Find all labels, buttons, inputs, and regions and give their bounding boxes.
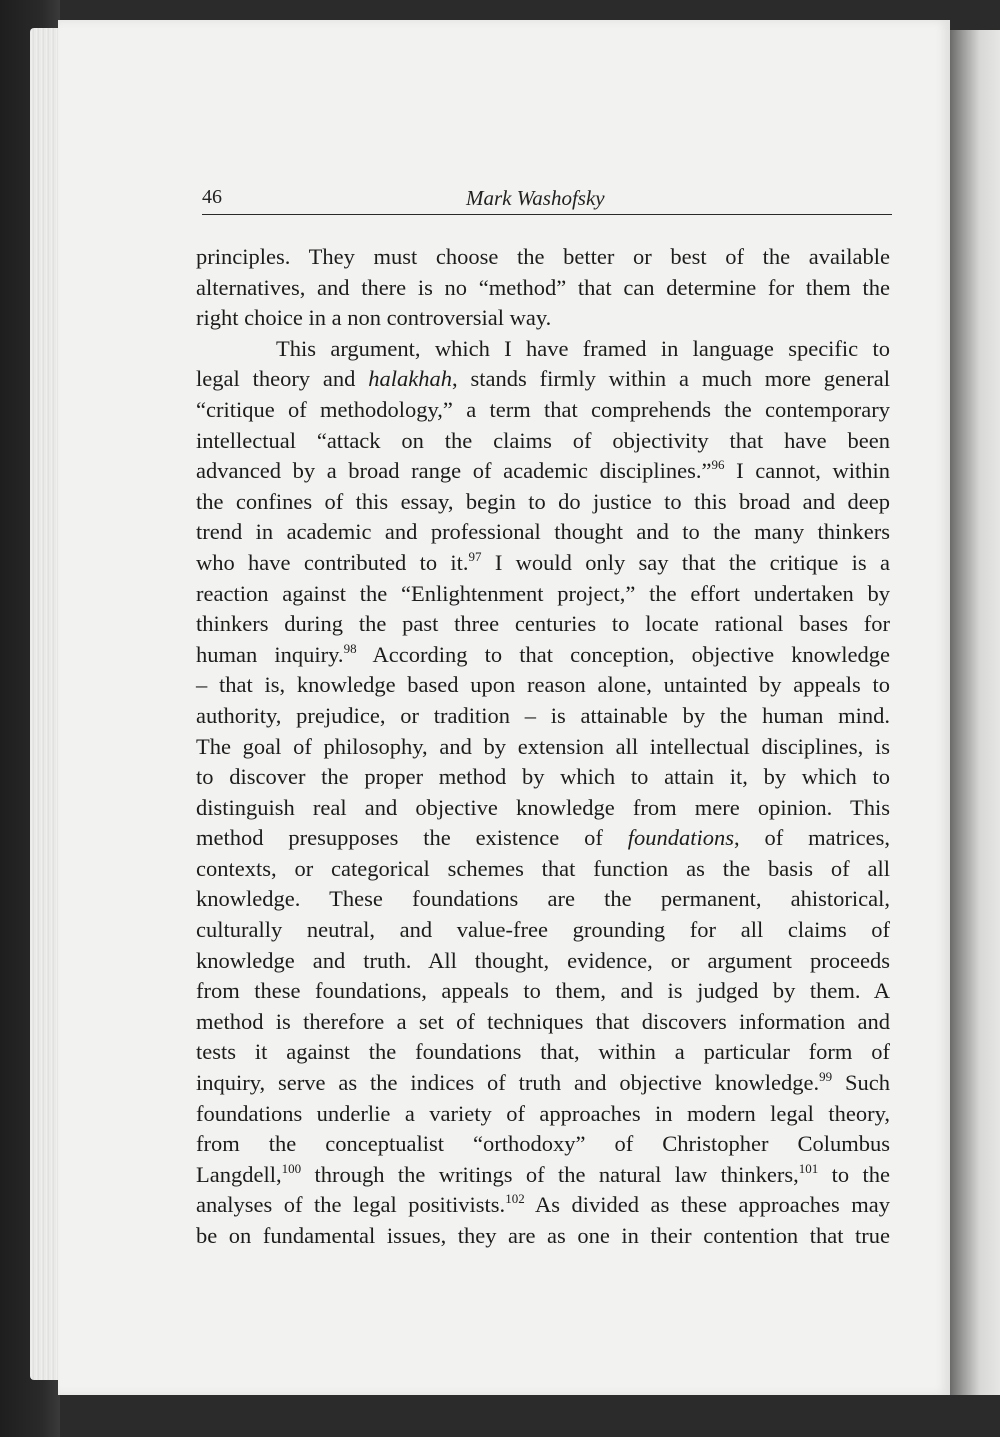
text-line: Langdell,$^{100}$ through the writings of the natural law thinkers,$^{101}$ to the [196,1160,890,1187]
text-line: trend in academic and professional thought and to the many thinkers [196,519,890,545]
footnote-marker: 98 [343,640,357,656]
text-line: to discover the proper method by which to attain it, by which to [196,764,890,790]
text-line: thinkers during the past three centuries to locate rational bases for [196,611,890,637]
text-line: reaction against the “Enlightenment project,” the effort undertaken by [196,580,890,606]
italic-term: halakhah [368,366,452,392]
text-line: culturally neutral, and value-free grounding for all claims of [196,917,890,943]
text-line: who have contributed to it.$^{97}$ I would only say that the critique is a [196,548,890,575]
text-line: method is therefore a set of techniques that discovers information and [196,1008,890,1034]
text-line: human inquiry.$^{98}$ According to that conception, objective knowledge [196,640,890,667]
text-line: from these foundations, appeals to them, and is judged by them. A [196,978,890,1004]
text-line: inquiry, serve as the indices of truth and objective knowledge.$^{99}$ Such [196,1069,890,1096]
text-line: authority, prejudice, or tradition – is attainable by the human mind. [196,702,890,728]
text-line: contexts, or categorical schemes that function as the basis of all [196,855,890,881]
text-line: alternatives, and there is no “method” that can determine for them the [196,274,890,300]
footnote-marker: 96 [711,457,725,473]
text-line: knowledge and truth. All thought, evidence, or argument proceeds [196,947,890,973]
text-line: knowledge. These foundations are the permanent, ahistorical, [196,886,890,912]
facing-page-edge [950,30,1000,1395]
text-line: – that is, knowledge based upon reason alone, untainted by appeals to [196,672,890,698]
text-line: “critique of methodology,” a term that comprehends the contemporary [196,396,890,422]
text-line: analyses of the legal positivists.$^{102}$ As divided as these approaches may [196,1191,890,1218]
text-line: tests it against the foundations that, within a particular form of [196,1039,890,1065]
text-line: foundations underlie a variety of approaches in modern legal theory, [196,1100,890,1126]
footnote-marker: 97 [468,548,482,564]
text-line: right choice in a non controversial way. [196,305,552,331]
footnote-marker: 101 [798,1160,819,1176]
page-header [202,186,892,215]
italic-term: foundations [627,825,735,851]
text-line: principles. They must choose the better or best of the available [196,244,890,269]
text-line: legal theory and halakhah, stands firmly within a much more general [196,366,890,392]
text-line: distinguish real and objective knowledge from mere opinion. This [196,794,890,820]
text-line: from the conceptualist “orthodoxy” of Christopher Columbus [196,1131,890,1157]
text-line: intellectual “attack on the claims of objectivity that have been [196,427,890,453]
footnote-marker: 100 [281,1160,302,1176]
text-line: the confines of this essay, begin to do justice to this broad and deep [196,488,890,514]
page-number: 46 [202,186,222,208]
text-line: This argument, which I have framed in language specific to [276,335,890,361]
body-text [196,242,890,1252]
text-line: advanced by a broad range of academic disciplines.”$^{96}$ I cannot, within [196,457,890,484]
text-line: be on fundamental issues, they are as one in their contention that true [196,1223,890,1248]
footnote-marker: 102 [505,1191,525,1207]
text-line: The goal of philosophy, and by extension all intellectual disciplines, is [196,733,890,759]
text-line: method presupposes the existence of foundations, of matrices, [196,825,890,851]
running-head: Mark Washofsky [466,186,605,210]
footnote-marker: 99 [819,1069,833,1085]
